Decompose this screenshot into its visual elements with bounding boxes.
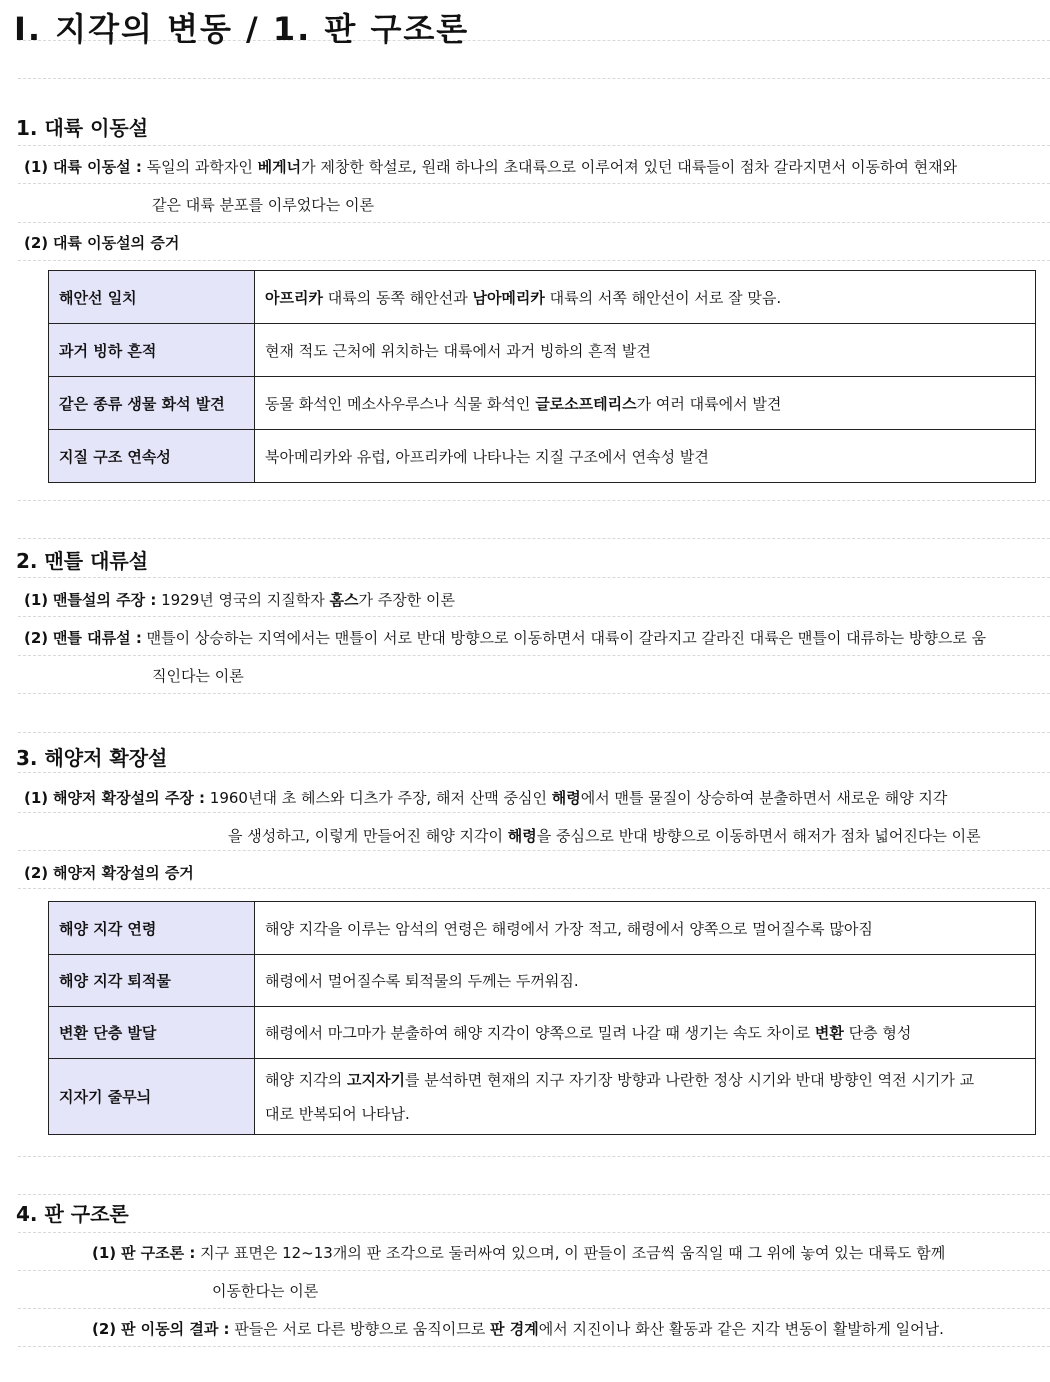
item-line: [24, 863, 194, 883]
item-text: 독일의 과학자인: [146, 158, 258, 176]
table-text: 해령에서 멀어질수록 퇴적물의 두께는 두꺼워짐.: [265, 972, 579, 990]
item-label: 맨틀 대류설 :: [52, 629, 142, 647]
item-label: 맨틀설의 주장 :: [52, 591, 157, 609]
table-row-heading: 과거 빙하 흔적: [49, 324, 255, 377]
item-text: 지구 표면은 12~13개의 판 조각으로 둘러싸여 있으며, 이 판들이 조금씩 움직일 때 그 위에 놓여 있는 대륙도 함께: [195, 1244, 946, 1262]
item-text: 에서 지진이나 화산 활동과 같은 지각 변동이 활발하게 일어남.: [538, 1320, 944, 1338]
table-row-body: [255, 430, 1036, 483]
evidence-table: [48, 270, 1036, 483]
item-keyword: 판 경계: [490, 1320, 539, 1338]
table-cell-content: [265, 1022, 911, 1043]
rule-line: [18, 78, 1050, 79]
rule-line: [18, 260, 1050, 261]
table-text: 북아메리카와 유럽, 아프리카에 나타나는 지질 구조에서 연속성 발견: [265, 447, 709, 466]
table-row-heading: 해양 지각 연령: [49, 902, 255, 955]
rule-line: [18, 500, 1050, 501]
item-label: 판 구조론 :: [120, 1244, 196, 1262]
rule-line: [18, 772, 1050, 773]
item-label: 해양저 확장설의 증거: [52, 864, 194, 882]
rule-line: [18, 1346, 1050, 1347]
table-text: 해령에서 마그마가 분출하여 해양 지각이 양쪽으로 밀려 나갈 때 생기는 속도 차이로: [265, 1024, 815, 1042]
rule-line: [18, 1270, 1050, 1271]
table-row-body: [255, 377, 1036, 430]
item-number: (1): [24, 591, 49, 609]
item-line: [92, 1243, 945, 1263]
table-cell-content: [265, 918, 873, 939]
table-row-heading: 지질 구조 연속성: [49, 430, 255, 483]
section-heading: 4. 판 구조론: [16, 1202, 129, 1226]
table-text: 대로 반복되어 나타남.: [265, 1104, 410, 1123]
item-line: [24, 628, 986, 648]
table-text: 단층 형성: [843, 1024, 912, 1042]
rule-line: [18, 850, 1050, 851]
rule-line: [18, 222, 1050, 223]
item-line: [24, 590, 455, 610]
table-keyword: 글로소프테리스: [535, 394, 637, 413]
evidence-table: [48, 901, 1036, 1135]
table-row-body: [255, 1007, 1036, 1059]
item-text-continued: 이동한다는 이론: [212, 1282, 319, 1300]
table-text: 대륙의 동쪽 해안선과: [322, 288, 473, 307]
table-cell-content: [265, 446, 709, 467]
table-row-body: [255, 955, 1036, 1007]
rule-line: [18, 1194, 1050, 1195]
page-title: I. 지각의 변동 / 1. 판 구조론: [14, 10, 470, 48]
table-row: [49, 430, 1036, 483]
item-text-continued: 직인다는 이론: [152, 667, 244, 685]
table-row-body: [255, 271, 1036, 324]
item-number: (2): [24, 629, 49, 647]
table-text: 동물 화석인 메소사우루스나 식물 화석인: [265, 394, 536, 413]
rule-line: [18, 1232, 1050, 1233]
item-number: (2): [24, 234, 49, 252]
item-keyword: 홈스: [329, 591, 359, 609]
rule-line: [18, 732, 1050, 733]
table-text: 를 분석하면 현재의 지구 자기장 방향과 나란한 정상 시기와 반대 방향인 역전 시기가 교: [404, 1070, 975, 1089]
table-row-body: [255, 902, 1036, 955]
table-row: [49, 1007, 1036, 1059]
table-keyword: 남아메리카: [472, 288, 545, 307]
item-label: 해양저 확장설의 주장 :: [52, 789, 206, 807]
table-row-heading: 지자기 줄무늬: [49, 1059, 255, 1135]
table-text: 현재 적도 근처에 위치하는 대륙에서 과거 빙하의 흔적 발견: [265, 341, 651, 360]
rule-line: [18, 145, 1050, 146]
item-text: 에서 맨틀 물질이 상승하여 분출하면서 새로운 해양 지각: [580, 789, 948, 807]
table-row-heading: 해양 지각 퇴적물: [49, 955, 255, 1007]
table-keyword: 아프리카: [265, 288, 323, 307]
rule-line: [18, 538, 1050, 539]
item-number: (1): [24, 158, 49, 176]
table-row: [49, 955, 1036, 1007]
table-keyword: 고지자기: [347, 1070, 405, 1089]
item-line: [24, 157, 957, 177]
item-text: 판들은 서로 다른 방향으로 움직이므로: [229, 1320, 490, 1338]
item-text: 가 제창한 학설로, 원래 하나의 초대륙으로 이루어져 있던 대륙들이 점차 갈라지면서 이동하여 현재와: [301, 158, 958, 176]
item-label: 대륙 이동설 :: [52, 158, 142, 176]
item-text: 1929년 영국의 지질학자: [156, 591, 330, 609]
section-heading: 3. 해양저 확장설: [16, 746, 168, 770]
table-row: [49, 902, 1036, 955]
table-text: 해양 지각의: [265, 1070, 347, 1089]
table-text: 가 여러 대륙에서 발견: [636, 394, 782, 413]
item-number: (2): [24, 864, 49, 882]
table-cell-content: [265, 1063, 974, 1131]
rule-line: [18, 577, 1050, 578]
item-line: [24, 788, 947, 808]
table-text: 해양 지각을 이루는 암석의 연령은 해령에서 가장 적고, 해령에서 양쪽으로 멀어질수록 많아짐: [265, 919, 873, 938]
item-line: [24, 233, 179, 253]
item-text: 을 중심으로 반대 방향으로 이동하면서 해저가 점차 넓어진다는 이론: [536, 827, 981, 845]
item-keyword: 베게너: [257, 158, 302, 176]
table-row: [49, 271, 1036, 324]
section-heading: 2. 맨틀 대류설: [16, 549, 149, 573]
table-row: [49, 1059, 1036, 1135]
table-row-body: [255, 1059, 1036, 1135]
item-text: 을 생성하고, 이렇게 만들어진 해양 지각이: [228, 827, 508, 845]
rule-line: [18, 1156, 1050, 1157]
rule-line: [18, 183, 1050, 184]
table-row-heading: 변환 단층 발달: [49, 1007, 255, 1059]
item-number: (2): [92, 1320, 117, 1338]
rule-line: [18, 655, 1050, 656]
item-text: 1960년대 초 헤스와 디츠가 주장, 해저 산맥 중심인: [209, 789, 552, 807]
item-text-continued: 같은 대륙 분포를 이루었다는 이론: [152, 196, 374, 214]
item-keyword: 해령: [551, 789, 581, 807]
table-row: [49, 377, 1036, 430]
item-number: (1): [92, 1244, 117, 1262]
item-keyword: 해령: [507, 827, 537, 845]
item-number: (1): [24, 789, 49, 807]
item-label: 판 이동의 결과 :: [120, 1320, 230, 1338]
rule-line: [18, 1308, 1050, 1309]
rule-line: [18, 812, 1050, 813]
item-text: 맨틀이 상승하는 지역에서는 맨틀이 서로 반대 방향으로 이동하면서 대륙이 갈라지고 갈라진 대륙은 맨틀이 대류하는 방향으로 움: [146, 629, 987, 647]
table-keyword: 변환: [814, 1024, 844, 1042]
table-text: 대륙의 서쪽 해안선이 서로 잘 맞음.: [544, 288, 782, 307]
rule-line: [18, 888, 1050, 889]
table-cell-content: [265, 287, 781, 308]
table-row-heading: 같은 종류 생물 화석 발견: [49, 377, 255, 430]
item-text-continued: [228, 826, 981, 846]
table-row: [49, 324, 1036, 377]
table-row-body: [255, 324, 1036, 377]
section-heading: 1. 대륙 이동설: [16, 116, 149, 140]
item-label: 대륙 이동설의 증거: [52, 234, 180, 252]
item-line: [92, 1319, 944, 1339]
rule-line: [18, 616, 1050, 617]
rule-line: [18, 693, 1050, 694]
table-cell-content: [265, 970, 579, 991]
table-cell-content: [265, 340, 651, 361]
table-row-heading: 해안선 일치: [49, 271, 255, 324]
item-text: 가 주장한 이론: [358, 591, 455, 609]
table-cell-content: [265, 393, 781, 414]
